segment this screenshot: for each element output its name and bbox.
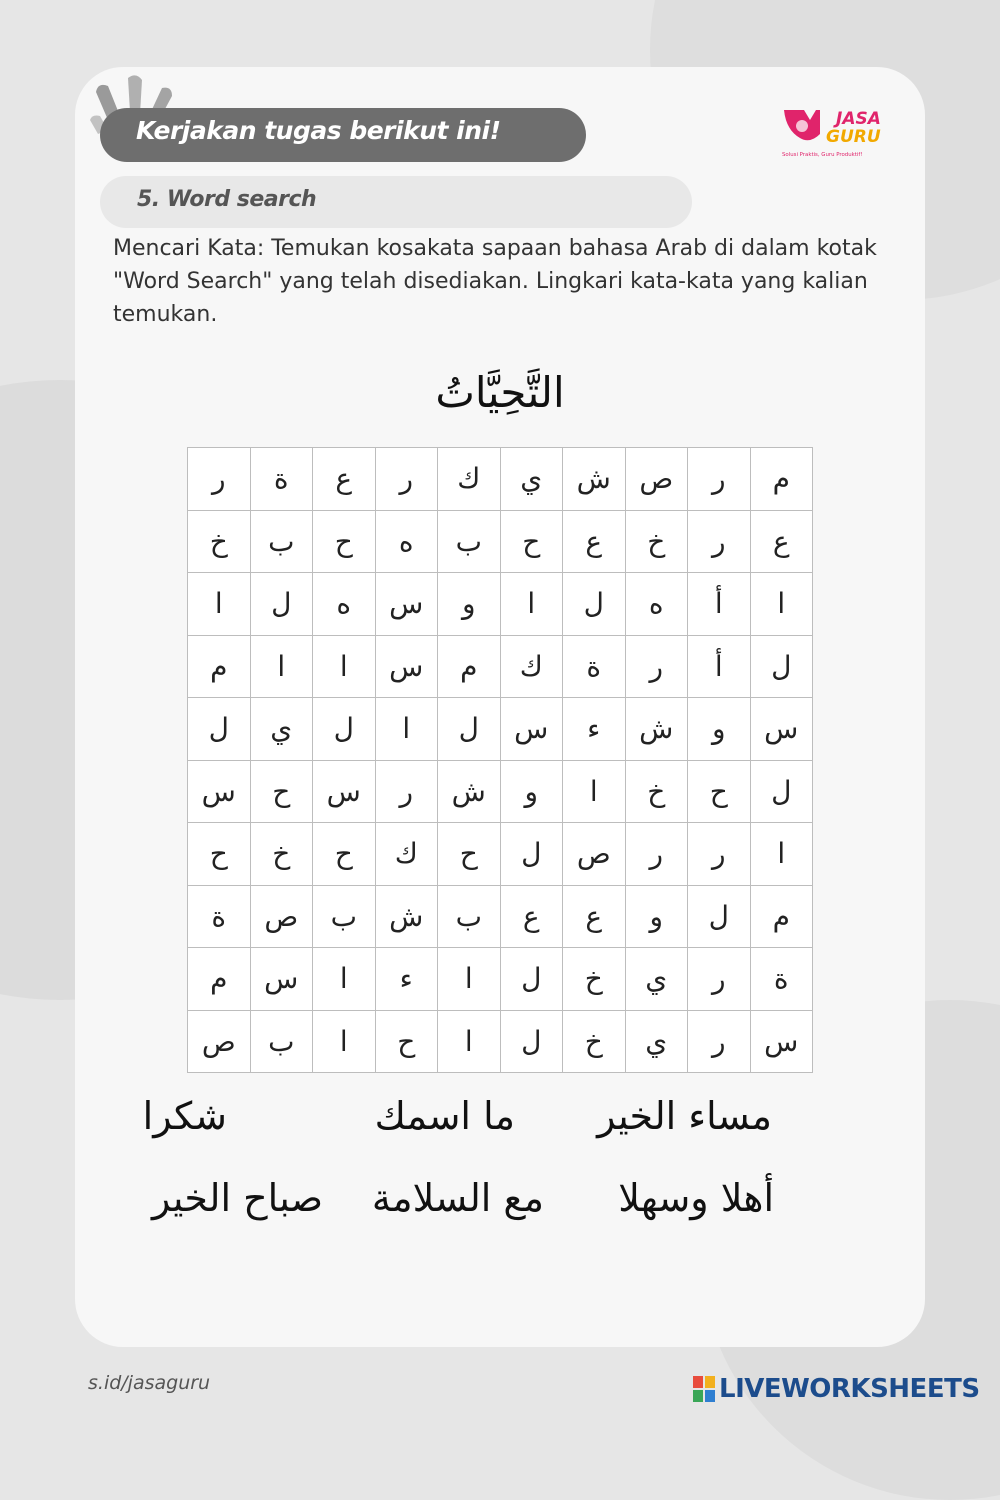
grid-cell[interactable]: ر: [688, 823, 751, 886]
jasaguru-logo: [780, 104, 890, 160]
grid-cell[interactable]: ا: [313, 635, 376, 698]
grid-cell[interactable]: ر: [625, 823, 688, 886]
grid-cell[interactable]: س: [500, 698, 563, 761]
grid-cell[interactable]: و: [438, 573, 501, 636]
grid-row: [188, 885, 813, 948]
grid-cell[interactable]: ص: [563, 823, 626, 886]
grid-cell[interactable]: س: [188, 760, 251, 823]
grid-cell[interactable]: خ: [563, 1010, 626, 1073]
grid-cell[interactable]: و: [625, 885, 688, 948]
grid-cell[interactable]: ب: [250, 1010, 313, 1073]
grid-cell[interactable]: ع: [563, 510, 626, 573]
grid-row: [188, 635, 813, 698]
grid-cell[interactable]: ع: [750, 510, 813, 573]
grid-cell[interactable]: ا: [313, 948, 376, 1011]
grid-cell[interactable]: ا: [188, 573, 251, 636]
grid-cell[interactable]: ل: [500, 948, 563, 1011]
grid-cell[interactable]: ع: [313, 448, 376, 511]
grid-cell[interactable]: ك: [438, 448, 501, 511]
grid-cell[interactable]: ح: [250, 760, 313, 823]
grid-cell[interactable]: ي: [625, 948, 688, 1011]
grid-cell[interactable]: ل: [250, 573, 313, 636]
grid-cell[interactable]: ر: [688, 948, 751, 1011]
grid-cell[interactable]: خ: [625, 760, 688, 823]
grid-cell[interactable]: ب: [313, 885, 376, 948]
grid-cell[interactable]: ا: [563, 760, 626, 823]
grid-cell[interactable]: ب: [250, 510, 313, 573]
logo-line1: JASA: [836, 109, 881, 129]
grid-cell[interactable]: م: [750, 885, 813, 948]
grid-cell[interactable]: ر: [375, 760, 438, 823]
grid-cell[interactable]: ع: [563, 885, 626, 948]
grid-cell[interactable]: ح: [375, 1010, 438, 1073]
grid-cell[interactable]: و: [688, 698, 751, 761]
grid-cell[interactable]: خ: [250, 823, 313, 886]
grid-cell[interactable]: ا: [438, 948, 501, 1011]
grid-cell[interactable]: ر: [688, 448, 751, 511]
grid-cell[interactable]: ة: [250, 448, 313, 511]
grid-cell[interactable]: م: [438, 635, 501, 698]
grid-cell[interactable]: ك: [375, 823, 438, 886]
liveworksheets-text: LIVEWORKSHEETS: [719, 1374, 980, 1404]
grid-cell[interactable]: ل: [688, 885, 751, 948]
grid-cell[interactable]: س: [750, 698, 813, 761]
grid-cell[interactable]: ح: [313, 510, 376, 573]
grid-cell[interactable]: ص: [250, 885, 313, 948]
grid-cell[interactable]: ص: [625, 448, 688, 511]
grid-cell[interactable]: ح: [688, 760, 751, 823]
grid-row: [188, 573, 813, 636]
footer-link[interactable]: s.id/jasaguru: [88, 1372, 211, 1394]
grid-cell[interactable]: ا: [438, 1010, 501, 1073]
grid-cell[interactable]: ة: [563, 635, 626, 698]
grid-cell[interactable]: ش: [563, 448, 626, 511]
instructions-text: Mencari Kata: Temukan kosakata sapaan bahasa Arab di dalam kotak "Word Search" yang telah disediakan. Lingkari kata-kata yang kalian temukan.: [113, 236, 877, 327]
word-list-item: صباح الخير: [151, 1176, 323, 1220]
grid-cell[interactable]: ل: [500, 823, 563, 886]
grid-cell[interactable]: ة: [750, 948, 813, 1011]
grid-cell[interactable]: س: [375, 635, 438, 698]
grid-cell[interactable]: ر: [688, 510, 751, 573]
grid-cell[interactable]: س: [313, 760, 376, 823]
grid-row: [188, 823, 813, 886]
grid-cell[interactable]: ر: [625, 635, 688, 698]
grid-cell[interactable]: ا: [750, 573, 813, 636]
grid-row: [188, 698, 813, 761]
grid-cell[interactable]: ك: [500, 635, 563, 698]
grid-cell[interactable]: ح: [313, 823, 376, 886]
grid-cell[interactable]: ا: [750, 823, 813, 886]
grid-cell[interactable]: ح: [188, 823, 251, 886]
grid-cell[interactable]: س: [375, 573, 438, 636]
logo-tagline: Solusi Praktis, Guru Produktif!: [782, 152, 863, 158]
liveworksheets-brand: [693, 1374, 980, 1404]
grid-cell[interactable]: ه: [313, 573, 376, 636]
grid-row: [188, 948, 813, 1011]
grid-cell[interactable]: ل: [188, 698, 251, 761]
grid-cell[interactable]: ة: [188, 885, 251, 948]
grid-cell[interactable]: ب: [438, 885, 501, 948]
grid-cell[interactable]: ر: [688, 1010, 751, 1073]
grid-cell[interactable]: ل: [500, 1010, 563, 1073]
word-list-item: مساء الخير: [597, 1094, 772, 1138]
grid-row: [188, 510, 813, 573]
grid-cell[interactable]: ل: [438, 698, 501, 761]
grid-cell[interactable]: م: [188, 635, 251, 698]
grid-cell[interactable]: ل: [750, 635, 813, 698]
logo-line2: GURU: [826, 127, 881, 147]
grid-cell[interactable]: و: [500, 760, 563, 823]
grid-cell[interactable]: ا: [375, 698, 438, 761]
puzzle-title: التَّحِيَّاتُ: [435, 368, 565, 417]
grid-cell[interactable]: ل: [750, 760, 813, 823]
grid-cell[interactable]: أ: [688, 573, 751, 636]
grid-cell[interactable]: أ: [688, 635, 751, 698]
grid-cell[interactable]: ء: [375, 948, 438, 1011]
grid-row: [188, 448, 813, 511]
grid-cell[interactable]: ع: [500, 885, 563, 948]
grid-cell[interactable]: ل: [563, 573, 626, 636]
grid-cell[interactable]: خ: [188, 510, 251, 573]
grid-cell[interactable]: ش: [625, 698, 688, 761]
grid-row: [188, 760, 813, 823]
word-list-item: مع السلامة: [371, 1176, 544, 1220]
grid-cell[interactable]: ش: [438, 760, 501, 823]
grid-cell[interactable]: ا: [500, 573, 563, 636]
grid-cell[interactable]: ي: [250, 698, 313, 761]
grid-cell[interactable]: س: [750, 1010, 813, 1073]
word-list-item: شكرا: [142, 1094, 227, 1138]
grid-cell[interactable]: ح: [438, 823, 501, 886]
word-list-item: أهلا وسهلا: [618, 1176, 774, 1220]
grid-cell[interactable]: م: [750, 448, 813, 511]
word-list-item: ما اسمك: [374, 1094, 515, 1138]
grid-cell[interactable]: ء: [563, 698, 626, 761]
grid-cell[interactable]: ح: [500, 510, 563, 573]
word-search-grid: [187, 447, 813, 1073]
grid-cell[interactable]: ر: [375, 448, 438, 511]
grid-cell[interactable]: ه: [375, 510, 438, 573]
grid-cell[interactable]: ش: [375, 885, 438, 948]
section-title: 5. Word search: [137, 187, 317, 212]
grid-cell[interactable]: ي: [500, 448, 563, 511]
grid-cell[interactable]: ا: [313, 1010, 376, 1073]
grid-cell[interactable]: ه: [625, 573, 688, 636]
grid-cell[interactable]: خ: [625, 510, 688, 573]
grid-cell[interactable]: ل: [313, 698, 376, 761]
grid-cell[interactable]: ي: [625, 1010, 688, 1073]
grid-cell[interactable]: ر: [188, 448, 251, 511]
grid-cell[interactable]: خ: [563, 948, 626, 1011]
grid-cell[interactable]: ص: [188, 1010, 251, 1073]
header-title: Kerjakan tugas berikut ini!: [136, 116, 501, 145]
grid-cell[interactable]: م: [188, 948, 251, 1011]
grid-row: [188, 1010, 813, 1073]
liveworksheets-icon: [693, 1376, 715, 1402]
grid-cell[interactable]: س: [250, 948, 313, 1011]
grid-cell[interactable]: ب: [438, 510, 501, 573]
grid-cell[interactable]: ا: [250, 635, 313, 698]
